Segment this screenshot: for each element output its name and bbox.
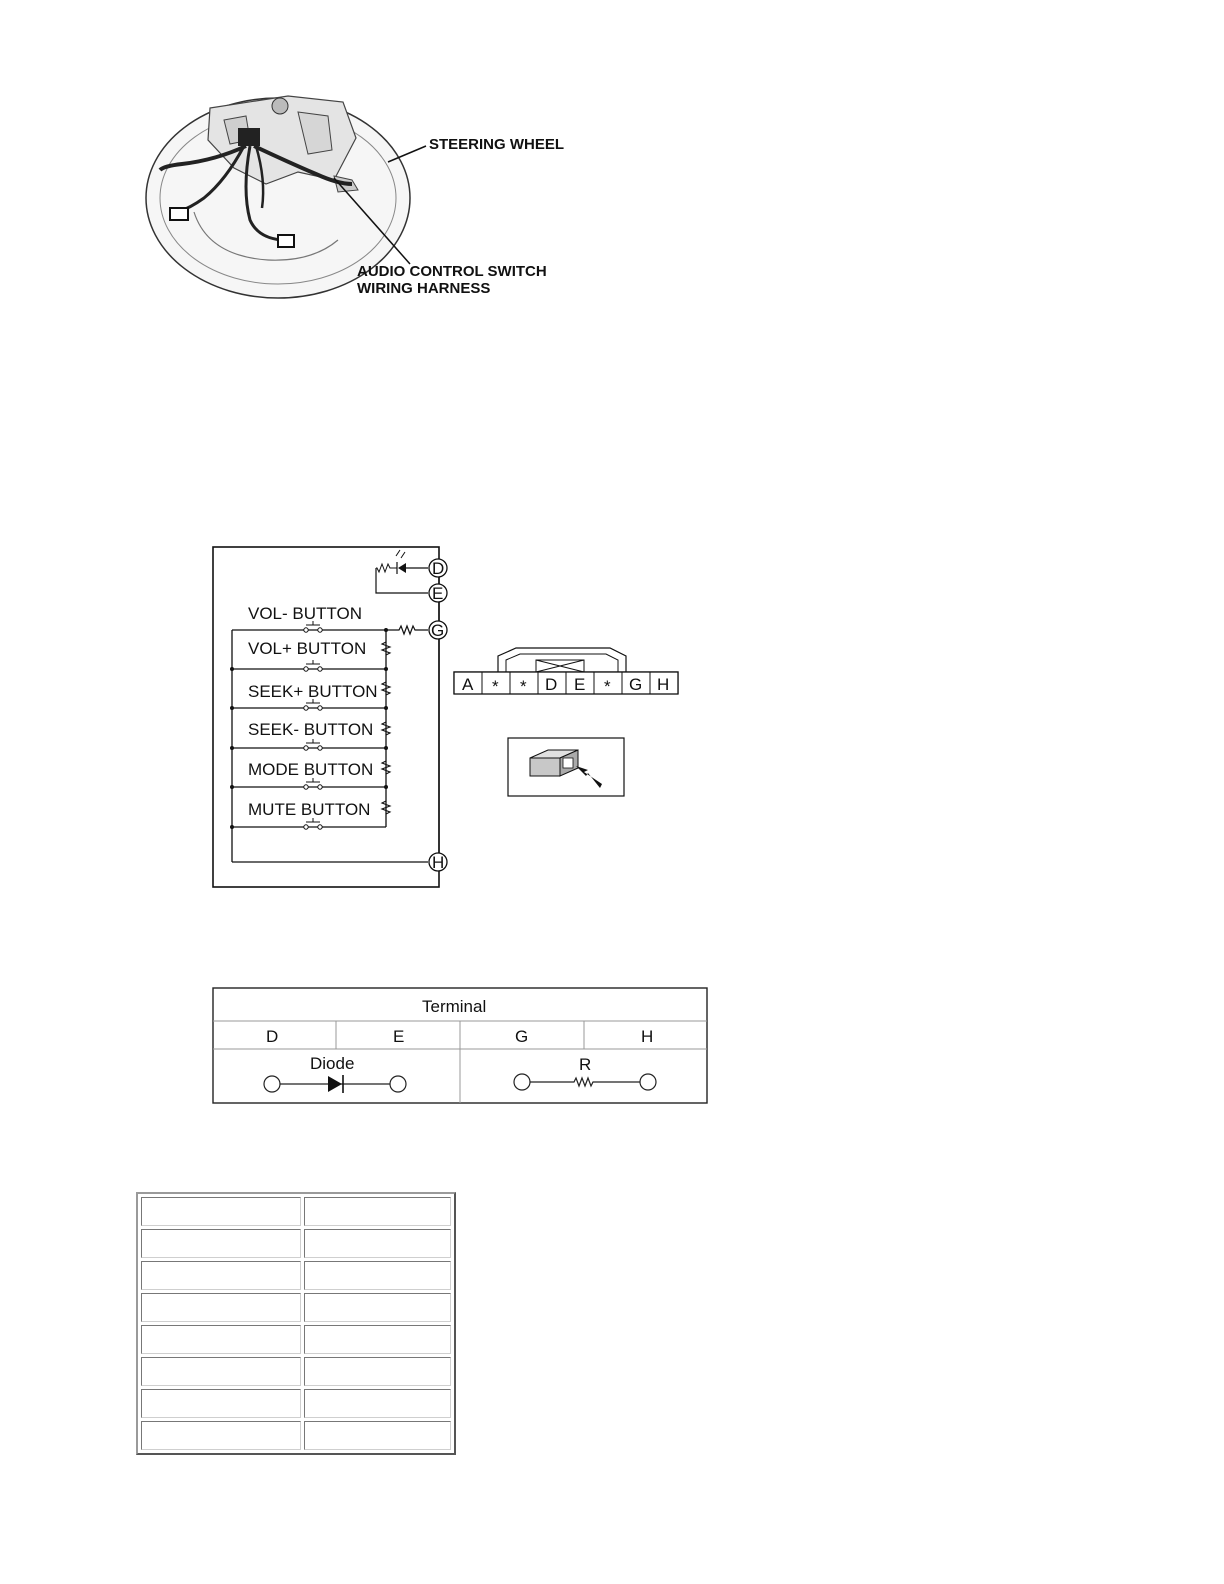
resistor-label: R	[579, 1055, 592, 1074]
terminal-col-e: E	[393, 1027, 405, 1046]
button-label-mode: MODE BUTTON	[248, 760, 374, 779]
terminal-d: D	[432, 559, 445, 578]
button-label-mute: MUTE BUTTON	[248, 800, 371, 819]
blank-table	[136, 1192, 456, 1455]
steering-wheel-figure	[138, 80, 578, 302]
table-row	[141, 1325, 451, 1354]
table-cell	[141, 1325, 301, 1354]
connector-pin-h: H	[657, 675, 670, 694]
terminal-table-header: Terminal	[422, 997, 487, 1016]
button-label-vol-minus: VOL- BUTTON	[248, 604, 362, 623]
table-cell	[304, 1421, 451, 1450]
table-row	[141, 1389, 451, 1418]
terminal-h: H	[432, 853, 445, 872]
terminal-e: E	[432, 584, 444, 603]
button-label-seek-plus: SEEK+ BUTTON	[248, 682, 378, 701]
connector-pin-d: D	[545, 675, 558, 694]
button-label-seek-minus: SEEK- BUTTON	[248, 720, 374, 739]
connector-pin-6: *	[604, 677, 611, 696]
table-row	[141, 1197, 451, 1226]
table-cell	[304, 1197, 451, 1226]
connector-pin-3: *	[520, 677, 527, 696]
connector-locator-inset	[508, 738, 624, 796]
button-label-vol-plus: VOL+ BUTTON	[248, 639, 367, 658]
switch-circuit-figure	[210, 544, 682, 890]
table-cell	[304, 1357, 451, 1386]
connector-pin-e: E	[574, 675, 586, 694]
connector-pin-a: A	[462, 675, 474, 694]
table-row	[141, 1293, 451, 1322]
table-cell	[304, 1325, 451, 1354]
table-cell	[141, 1229, 301, 1258]
connector-face	[454, 648, 678, 696]
harness-label-line1: AUDIO CONTROL SWITCH	[357, 263, 547, 280]
table-row	[141, 1357, 451, 1386]
connector-pin-g: G	[629, 675, 643, 694]
table-cell	[141, 1293, 301, 1322]
terminal-table	[212, 987, 708, 1105]
connector-pin-2: *	[492, 677, 499, 696]
harness-label-line2: WIRING HARNESS	[357, 280, 491, 297]
table-cell	[304, 1261, 451, 1290]
diode-label: Diode	[310, 1054, 355, 1073]
terminal-col-d: D	[266, 1027, 279, 1046]
table-cell	[141, 1197, 301, 1226]
table-cell	[304, 1293, 451, 1322]
terminal-col-g: G	[515, 1027, 529, 1046]
table-row	[141, 1421, 451, 1450]
table-cell	[304, 1229, 451, 1258]
steering-wheel-label: STEERING WHEEL	[429, 136, 565, 153]
table-row	[141, 1261, 451, 1290]
table-cell	[141, 1421, 301, 1450]
table-cell	[304, 1389, 451, 1418]
table-cell	[141, 1357, 301, 1386]
table-row	[141, 1229, 451, 1258]
terminal-g: G	[431, 621, 445, 640]
button-ladder	[232, 630, 428, 862]
terminal-col-h: H	[641, 1027, 654, 1046]
table-cell	[141, 1389, 301, 1418]
table-cell	[141, 1261, 301, 1290]
